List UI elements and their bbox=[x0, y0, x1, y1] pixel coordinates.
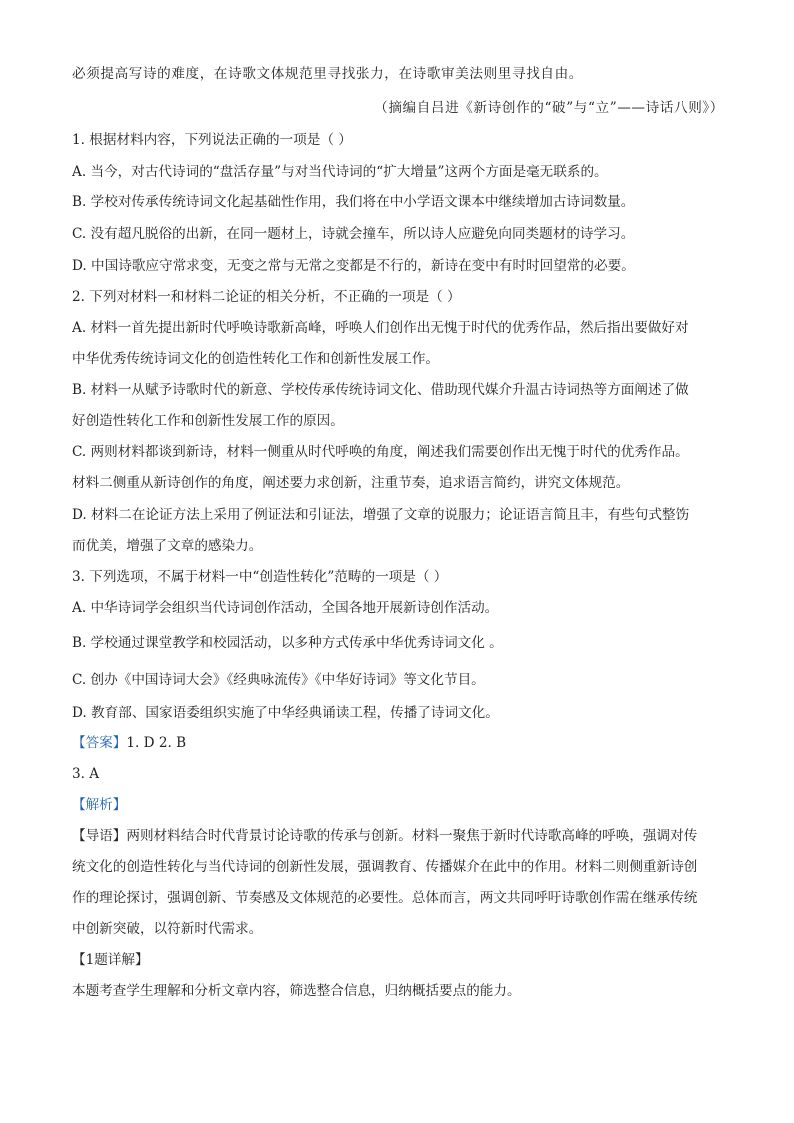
question-3-option-d: D. 教育部、国家语委组织实施了中华经典诵读工程，传播了诗词文化。 bbox=[72, 705, 499, 721]
answer-line-1 bbox=[72, 733, 724, 753]
question-2-option-b-line1: B. 材料一从赋予诗歌时代的新意、学校传承传统诗词文化、借助现代媒介升温古诗词热等方面阐述了做 bbox=[72, 382, 689, 398]
question-1-option-d: D. 中国诗歌应守常求变，无变之常与无常之变都是不行的，新诗在变中有时时回望常的必要。 bbox=[72, 258, 635, 274]
q1-detail-text: 本题考查学生理解和分析文章内容，筛选整合信息，归纳概括要点的能力。 bbox=[72, 983, 521, 999]
intro-line-4: 中创新突破，以符新时代需求。 bbox=[72, 921, 263, 937]
intro-line-2: 统文化的创造性转化与当代诗词的创新性发展，强调教育、传播媒介在此中的作用。材料二则侧重新诗创 bbox=[72, 859, 698, 875]
answer-values-1: 1. D 2. B bbox=[126, 735, 187, 751]
passage-closing-line: 必须提高写诗的难度，在诗歌文体规范里寻找张力，在诗歌审美法则里寻找自由。 bbox=[72, 66, 583, 82]
question-3-option-a: A. 中华诗词学会组织当代诗词创作活动，全国各地开展新诗创作活动。 bbox=[72, 600, 499, 616]
intro-line-3: 作的理论探讨，强调创新、节奏感及文体规范的必要性。总体而言，两文共同呼吁诗歌创作需在继承传统 bbox=[72, 890, 698, 906]
question-2-option-d-line2: 而优美，增强了文章的感染力。 bbox=[72, 538, 263, 554]
q1-detail-label: 【1题详解】 bbox=[72, 952, 149, 968]
analysis-label: 【解析】 bbox=[72, 797, 127, 813]
passage-source: （摘编自吕进《新诗创作的“破”与“立”——诗话八则》） bbox=[374, 100, 724, 116]
question-3-option-b: B. 学校通过课堂教学和校园活动，以多种方式传承中华优秀诗词文化 。 bbox=[72, 635, 503, 651]
question-2-option-c-line1: C. 两则材料都谈到新诗，材料一侧重从时代呼唤的角度，阐述我们需要创作出无愧于时代的优秀作品。 bbox=[72, 444, 689, 460]
question-1-stem: 1. 根据材料内容，下列说法正确的一项是（ ） bbox=[72, 132, 352, 148]
intro-label: 【导语】 bbox=[72, 828, 127, 844]
answer-values-2: 3. A bbox=[72, 766, 100, 782]
question-2-option-a-line1: A. 材料一首先提出新时代呼唤诗歌新高峰，呼唤人们创作出无愧于时代的优秀作品，然后指出要做好对 bbox=[72, 320, 689, 336]
question-2-option-d-line1: D. 材料二在论证方法上采用了例证法和引证法，增强了文章的说服力；论证语言简且丰，有些句式整饬 bbox=[72, 507, 690, 523]
question-1-option-b: B. 学校对传承传统诗词文化起基础性作用，我们将在中小学语文课本中继续增加古诗词数量。 bbox=[72, 194, 635, 210]
question-2-option-a-line2: 中华优秀传统诗词文化的创造性转化工作和创新性发展工作。 bbox=[72, 351, 440, 367]
question-2-option-c-line2: 材料二侧重从新诗创作的角度，阐述要力求创新，注重节奏，追求语言简约，讲究文体规范。 bbox=[72, 475, 630, 491]
question-1-option-a: A. 当今，对古代诗词的“盘活存量”与对当代诗词的“扩大增量”这两个方面是毫无联系的。 bbox=[72, 164, 608, 180]
intro-text-1: 两则材料结合时代背景讨论诗歌的传承与创新。材料一聚焦于新时代诗歌高峰的呼唤，强调对传 bbox=[126, 828, 698, 844]
question-1-option-c: C. 没有超凡脱俗的出新，在同一题材上，诗就会撞车，所以诗人应避免向同类题材的诗学习。 bbox=[72, 226, 635, 242]
question-2-stem: 2. 下列对材料一和材料二论证的相关分析，不正确的一项是（ ） bbox=[72, 289, 461, 305]
question-3-option-c: C. 创办《中国诗词大会》《经典咏流传》《中华好诗词》等文化节目。 bbox=[72, 672, 485, 688]
question-3-stem: 3. 下列选项，不属于材料一中“创造性转化”范畴的一项是（ ） bbox=[72, 569, 448, 585]
answer-label: 【答案】 bbox=[72, 735, 127, 751]
intro-line-1 bbox=[72, 826, 724, 846]
question-2-option-b-line2: 好创造性转化工作和创新性发展工作的原因。 bbox=[72, 413, 344, 429]
